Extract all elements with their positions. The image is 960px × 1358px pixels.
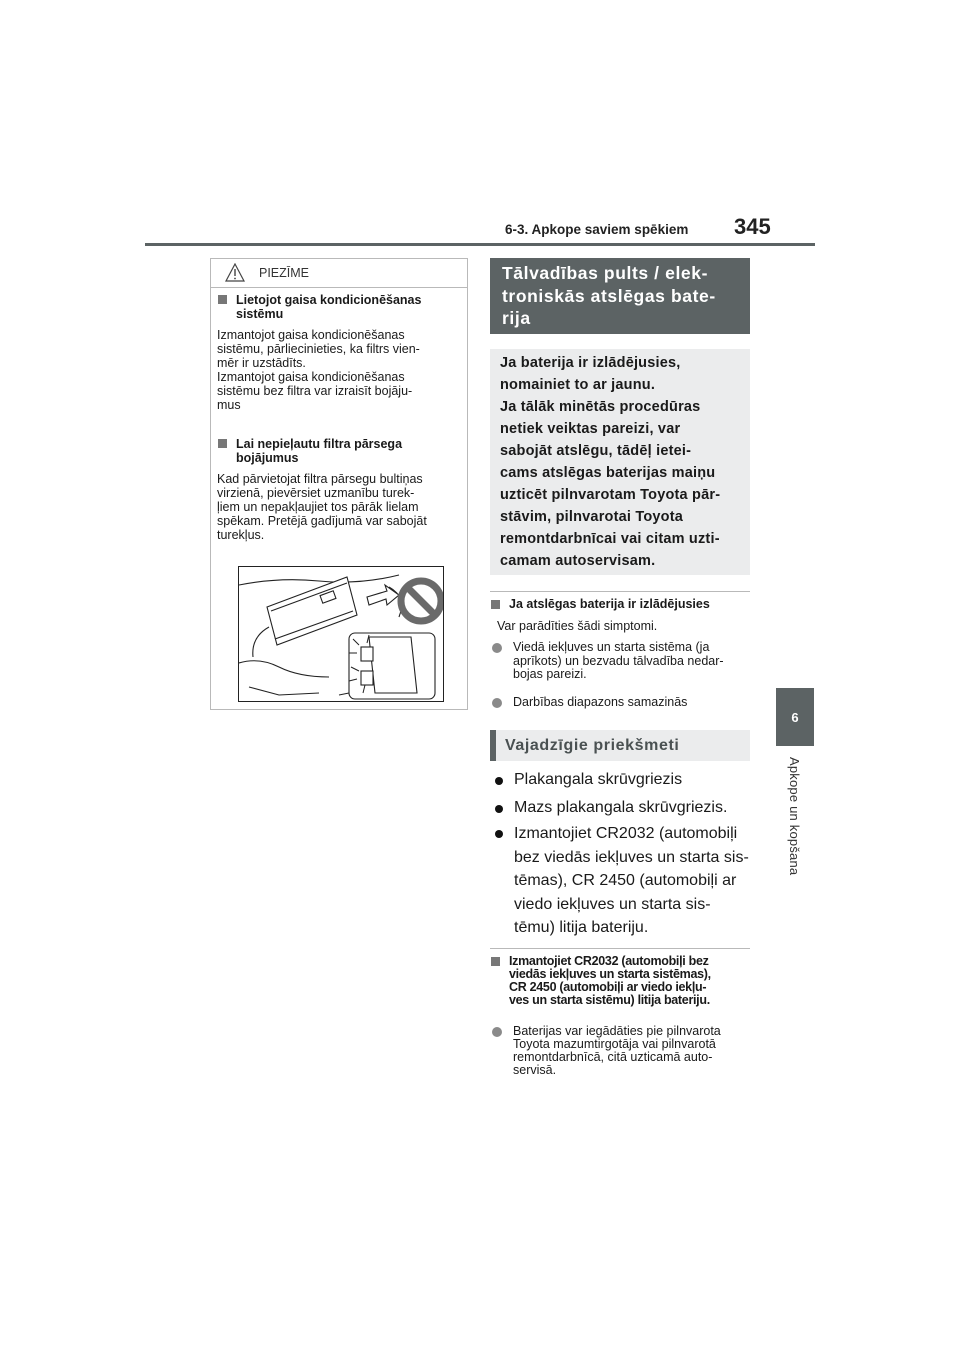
notice-label: PIEZĪME (259, 266, 310, 280)
bullet-icon (495, 805, 503, 813)
square-bullet-icon (218, 295, 227, 304)
divider (490, 591, 750, 592)
bullet-icon (495, 777, 503, 785)
list-item: Mazs plakangala skrūvgriezis. (490, 797, 750, 819)
square-bullet-icon (491, 957, 500, 966)
list-item: Darbības diapazons samazinās (490, 696, 750, 710)
square-bullet-icon (218, 439, 227, 448)
notice-block (217, 437, 463, 542)
notice-box (210, 258, 468, 710)
list-item: Izmantojiet CR2032 (automobiļi bez viedās iekļuves un starta sis- tēmas), CR 2450 (automobiļi ar viedo iekļuves un starta sis- tēmu) litija bateriju. (490, 822, 750, 940)
required-items-heading: Vajadzīgie priekšmeti (490, 730, 750, 761)
paragraph: Var parādīties šādi simptomi. (497, 619, 658, 633)
chapter-tab (776, 688, 814, 746)
list-item: Viedā iekļuves un starta sistēma (ja aprīkots) un bezvadu tālvadība nedar- bojas pareizi. (490, 641, 750, 682)
list-item: Baterijas var iegādāties pie pilnvarota Toyota mazumtirgotāja vai pilnvarotā remontdarbnīcā, citā uzticamā auto- servisā. (490, 1025, 750, 1077)
notice-block (217, 293, 463, 412)
warning-triangle-icon (225, 263, 245, 282)
section-title: Tālvadības pults / elek- troniskās atslēgas bate- rija (490, 258, 750, 334)
notice-block-title: Lietojot gaisa kondicionēšanas sistēmu (236, 293, 422, 321)
filter-cover-drawing (239, 567, 444, 702)
round-bullet-icon (492, 643, 502, 653)
round-bullet-icon (492, 1027, 502, 1037)
notice-block-text: Izmantojot gaisa kondicionēšanas sistēmu, pārliecinieties, ka filtrs vien- mēr ir uzstādīts. Izmantojot gaisa kondicionēšanas sistēmu bez filtra var izraisīt bojāju- mus (217, 328, 420, 412)
info-box: Ja baterija ir izlādējusies, nomainiet to ar jaunu. Ja tālāk minētās procedūras netiek veiktas pareizi, var sabojāt atslēgu, tādēļ ietei- cams atslēgas baterijas maiņu uzticēt pilnvarotam Toyota pār- stāvim, pilnvarotai Toyota remontdarbnīcai vai citam uzti- camam autoservisam. (490, 349, 750, 575)
notice-header (211, 259, 467, 288)
list-item: Plakangala skrūvgriezis (490, 769, 750, 791)
chapter-label: Apkope un kopšana (787, 757, 802, 876)
divider (490, 948, 750, 949)
round-bullet-icon (492, 698, 502, 708)
notice-block-title: Lai nepieļautu filtra pārsega bojājumus (236, 437, 403, 465)
section-header: 6-3. Apkope saviem spēkiem (505, 222, 689, 237)
bullet-icon (495, 830, 503, 838)
subsection-title: Izmantojiet CR2032 (automobiļi bez viedās iekļuves un starta sistēmas), CR 2450 (automobiļi ar viedo iekļu- ves un starta sistēmu) litija bateriju. (490, 955, 750, 1007)
subsection-title: Ja atslēgas baterija ir izlādējusies (490, 598, 750, 611)
notice-block-text: Kad pārvietojat filtra pārsegu bultiņas virzienā, pievērsiet uzmanību turek- ļiem un nepakļaujiet tos pārāk lielam spēkam. Pretējā gadījumā var sabojāt turekļus. (217, 472, 427, 542)
filter-cover-illustration (238, 566, 444, 702)
page-number: 345 (734, 214, 771, 239)
square-bullet-icon (491, 600, 500, 609)
chapter-number: 6 (791, 709, 799, 725)
header-rule (145, 243, 815, 246)
